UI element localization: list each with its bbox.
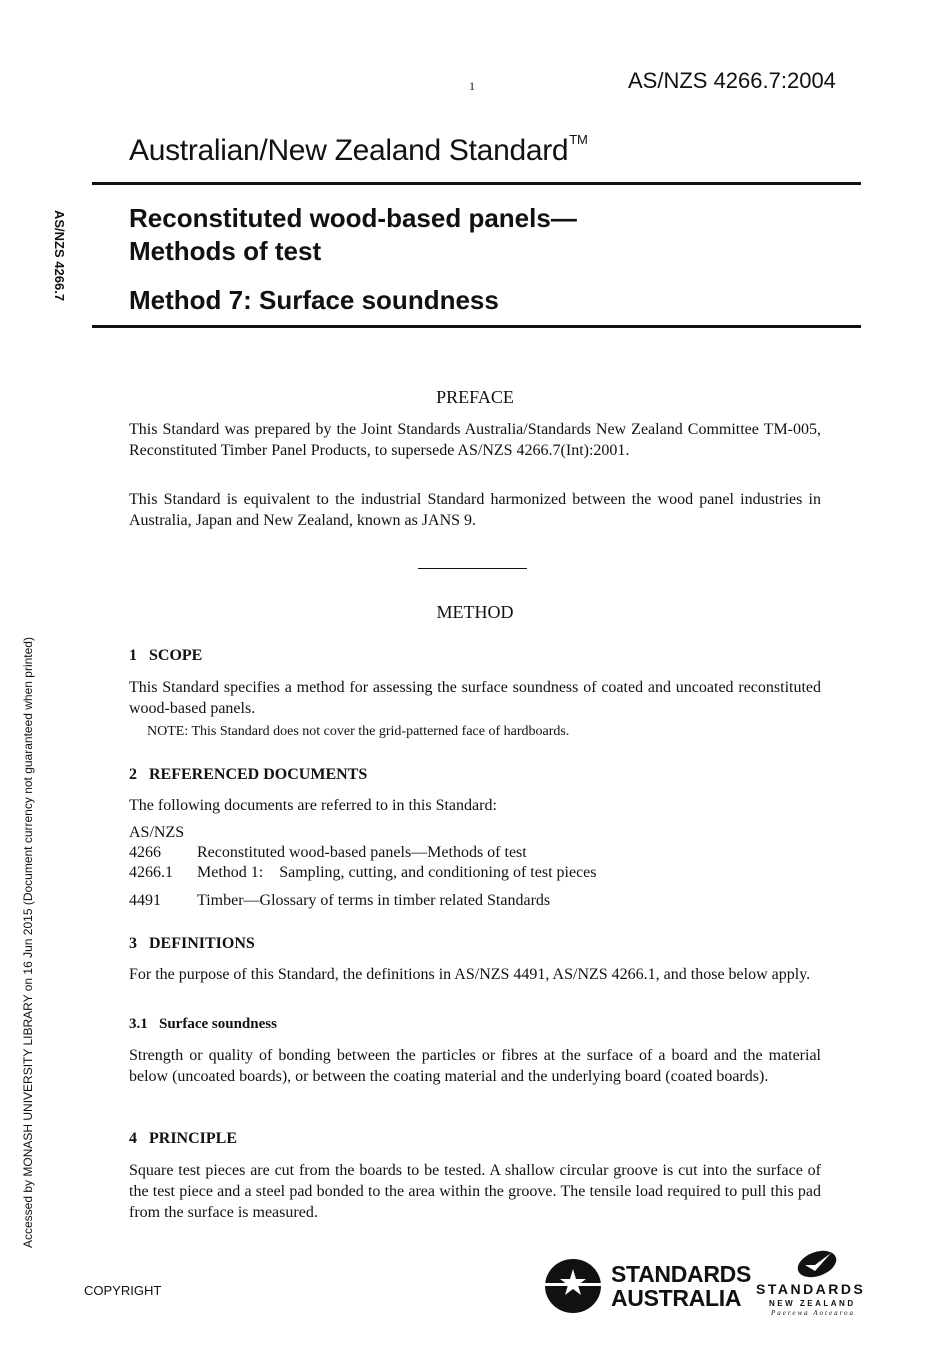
copyright-label: COPYRIGHT — [84, 1283, 162, 1298]
standards-australia-wordmark — [611, 1262, 751, 1310]
standards-nz-tagline: Paerewa Aotearoa — [771, 1309, 856, 1317]
scope-note: NOTE: This Standard does not cover the grid-patterned face of hardboards. — [147, 724, 570, 739]
section-divider — [418, 568, 527, 569]
definition-text: Strength or quality of bonding between the particles or fibres at the surface of a board and the material below (uncoated boards), or between the coating material and the underlying board (coated boards). — [129, 1047, 821, 1085]
standards-nz-logo-icon — [795, 1249, 841, 1279]
title-line-2: Methods of test — [129, 236, 322, 266]
references-heading: 2 REFERENCED DOCUMENTS — [129, 766, 368, 783]
access-watermark: Accessed by MONASH UNIVERSITY LIBRARY on 16 Jun 2015 (Document currency not guaranteed when printed) — [21, 637, 35, 1248]
trademark-mark: TM — [569, 132, 588, 147]
standards-nz-subtitle: NEW ZEALAND — [769, 1299, 856, 1308]
reference-title: Timber—Glossary of terms in timber related Standards — [197, 892, 551, 909]
reference-title: Method 1: Sampling, cutting, and conditioning of test pieces — [197, 864, 597, 881]
logo-sa-line-2: AUSTRALIA — [611, 1285, 742, 1311]
definitions-heading: 3 DEFINITIONS — [129, 935, 255, 952]
references-intro: The following documents are referred to in this Standard: — [129, 797, 497, 814]
title-rule — [92, 325, 861, 328]
side-standard-id: AS/NZS 4266.7 — [52, 210, 67, 302]
preface-heading: PREFACE — [436, 387, 514, 407]
definition-subheading: 3.1 Surface soundness — [129, 1016, 277, 1032]
document-title — [129, 202, 577, 268]
scope-text: This Standard specifies a method for assessing the surface soundness of coated and uncoated reconstituted wood-based panels. — [129, 679, 821, 717]
standard-type-text: Australian/New Zealand Standard — [129, 134, 569, 167]
preface-paragraph-1: This Standard was prepared by the Joint Standards Australia/Standards New Zealand Committee TM-005, Reconstituted Timber Panel Products, to supersede AS/NZS 4266.7(Int):2001. — [129, 421, 821, 459]
method-title: Method 7: Surface soundness — [129, 285, 499, 315]
preface-paragraph-2: This Standard is equivalent to the industrial Standard harmonized between the wood panel industries in Australia, Japan and New Zealand, known as JANS 9. — [129, 491, 821, 529]
method-heading: METHOD — [436, 602, 514, 622]
logo-sa-line-1: STANDARDS — [611, 1261, 751, 1287]
scope-heading: 1 SCOPE — [129, 647, 203, 664]
reference-code: 4491 — [129, 892, 161, 909]
reference-code: 4266 — [129, 844, 161, 861]
reference-title: Reconstituted wood-based panels—Methods of test — [197, 844, 527, 861]
references-group: AS/NZS — [129, 824, 185, 841]
principle-heading: 4 PRINCIPLE — [129, 1130, 238, 1147]
header-rule — [92, 182, 861, 185]
standard-id: AS/NZS 4266.7:2004 — [628, 68, 836, 93]
page-number: 1 — [469, 79, 475, 93]
principle-text: Square test pieces are cut from the boards to be tested. A shallow circular groove is cut into the surface of the test piece and a steel pad bonded to the area within the groove. The tensile load required to pull this pad from the surface is measured. — [129, 1162, 821, 1221]
reference-code: 4266.1 — [129, 864, 173, 881]
title-line-1: Reconstituted wood-based panels— — [129, 203, 577, 233]
reference-item — [129, 892, 550, 910]
standard-type-title — [129, 134, 587, 168]
standards-australia-logo-icon — [544, 1257, 606, 1315]
reference-item — [129, 844, 527, 862]
reference-item — [129, 864, 597, 882]
standards-nz-wordmark: STANDARDS — [756, 1281, 866, 1297]
definitions-text: For the purpose of this Standard, the definitions in AS/NZS 4491, AS/NZS 4266.1, and those below apply. — [129, 966, 811, 983]
